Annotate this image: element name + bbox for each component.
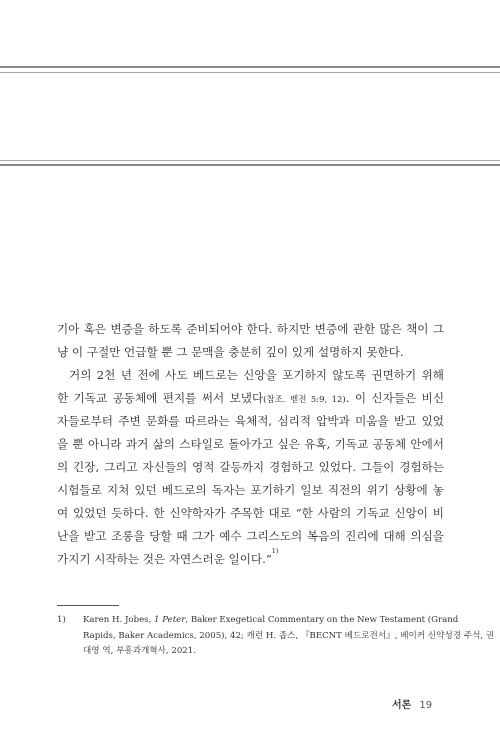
- scripture-reference: (참조. 벧전 5:9, 12): [263, 395, 346, 405]
- body-text: [57, 318, 444, 571]
- body-line-6: 을 뿐 아니라 과거 삶의 스타일로 돌아가고 싶은 유혹, 기독교 공동체 안에서: [57, 437, 444, 451]
- bottom-double-rule-lower: [0, 164, 500, 166]
- book-title: 1 Peter: [154, 615, 186, 625]
- body-line-8: 시험들로 지쳐 있던 베드로의 독자는 포기하기 일보 직전의 위기 상황에 놓: [57, 483, 444, 497]
- page-folio: [392, 696, 432, 711]
- footnote-divider: [57, 605, 119, 606]
- section-name: 서론: [392, 700, 412, 711]
- footnote-line-2: Rapids, Baker Academics, 2005), 42; 캐런 H. 좁스, 『BECNT 베드로전서』, 베이커 신약성경 주석, 권: [83, 630, 495, 641]
- footnote: [57, 613, 495, 660]
- page-number: 19: [419, 700, 433, 711]
- footnote-marker: 1): [271, 548, 279, 555]
- bottom-double-rule-upper: [0, 160, 500, 161]
- top-double-rule-lower: [0, 72, 500, 73]
- body-line-9: 여 있었던 듯하다. 한 신약학자가 주목한 대로 “한 사람의 기독교 신앙이 비: [57, 506, 444, 520]
- body-line-7: 의 긴장, 그리고 자신들의 영적 갈등까지 경험하고 있었다. 그들이 경험하는: [57, 460, 444, 474]
- footnote-line-3: 대영 역, 부흥과개혁사, 2021.: [83, 646, 196, 656]
- footnote-text: [83, 613, 495, 660]
- top-double-rule-upper: [0, 66, 500, 68]
- body-line-4: 한 기독교 공동체에 편지를 써서 보냈다(참조. 벧전 5:9, 12). 이 신자들은 비신: [57, 391, 444, 405]
- body-line-5: 자들로부터 주변 문화를 따르라는 육체적, 심리적 압박과 미움을 받고 있었: [57, 414, 444, 428]
- body-line-11: 가지기 시작하는 것은 자연스러운 일이다.”$^{1)}$: [57, 548, 279, 566]
- body-line-3: 거의 2천 년 전에 사도 베드로는 신앙을 포기하지 않도록 권면하기 위해: [69, 368, 444, 382]
- body-line-10: 난을 받고 조롱을 당할 때 그가 예수 그리스도의 복음의 진리에 대해 의심을: [57, 529, 444, 543]
- footnote-number: 1): [57, 615, 66, 625]
- footnote-line-1: Karen H. Jobes, 1 Peter, Baker Exegetical Commentary on the New Testament (Grand: [83, 615, 459, 625]
- body-line-1: 기아 혹은 변증을 하도록 준비되어야 한다. 하지만 변증에 관한 많은 책이 그: [57, 322, 444, 336]
- body-line-2: 냥 이 구절만 언급할 뿐 그 문맥을 충분히 깊이 있게 설명하지 못한다.: [57, 345, 404, 359]
